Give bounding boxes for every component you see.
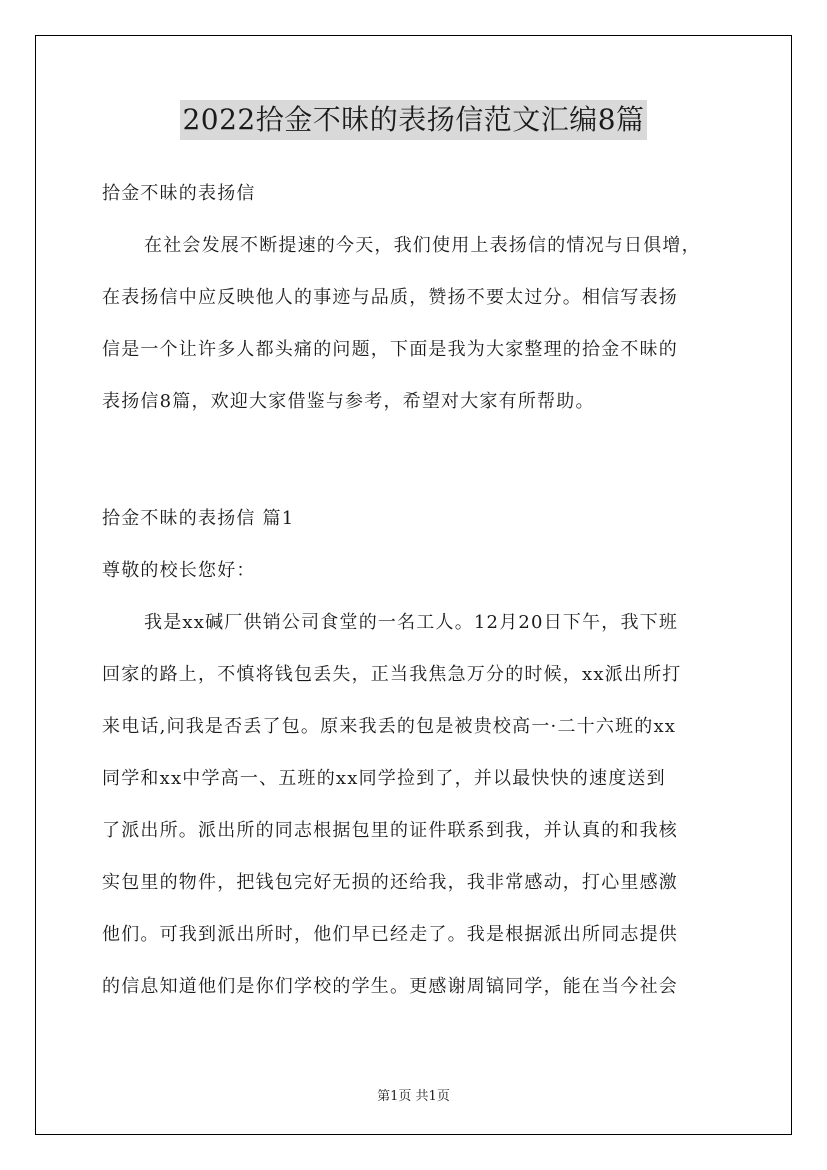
title-container xyxy=(0,100,827,140)
body-line: 实包里的物件，把钱包完好无损的还给我，我非常感动，打心里感激 xyxy=(102,872,678,893)
body-line: 来电话,问我是否丢了包。原来我丢的包是被贵校高一·二十六班的xx xyxy=(102,716,677,737)
intro-line: 在表扬信中应反映他人的事迹与品质，赞扬不要太过分。相信写表扬 xyxy=(102,287,678,308)
body-line: 的信息知道他们是你们学校的学生。更感谢周镐同学，能在当今社会 xyxy=(102,976,678,997)
page-footer: 第1页 共1页 xyxy=(377,1089,450,1104)
paragraph-gap xyxy=(102,432,742,497)
intro-line: 信是一个让许多人都头痛的问题，下面是我为大家整理的拾金不昧的 xyxy=(102,339,678,360)
intro-line: 在社会发展不断提速的今天，我们使用上表扬信的情况与日俱增， xyxy=(144,235,701,256)
body-line: 他们。可我到派出所时，他们早已经走了。我是根据派出所同志提供 xyxy=(102,924,678,945)
document-title: 2022拾金不昧的表扬信范文汇编8篇 xyxy=(180,100,646,140)
greeting: 尊敬的校长您好： xyxy=(102,560,256,581)
letter-heading: 拾金不昧的表扬信 篇1 xyxy=(102,508,295,529)
intro-line: 表扬信8篇，欢迎大家借鉴与参考，希望对大家有所帮助。 xyxy=(102,391,595,412)
body-line: 回家的路上，不慎将钱包丢失，正当我焦急万分的时候，xx派出所打 xyxy=(102,664,682,685)
body-line: 同学和xx中学高一、五班的xx同学捡到了，并以最快快的速度送到 xyxy=(102,768,666,789)
section-heading: 拾金不昧的表扬信 xyxy=(102,183,256,204)
body-line: 我是xx碱厂供销公司食堂的一名工人。12月20日下午，我下班 xyxy=(144,612,679,633)
body-line: 了派出所。派出所的同志根据包里的证件联系到我，并认真的和我核 xyxy=(102,820,678,841)
document-body xyxy=(102,172,742,1017)
